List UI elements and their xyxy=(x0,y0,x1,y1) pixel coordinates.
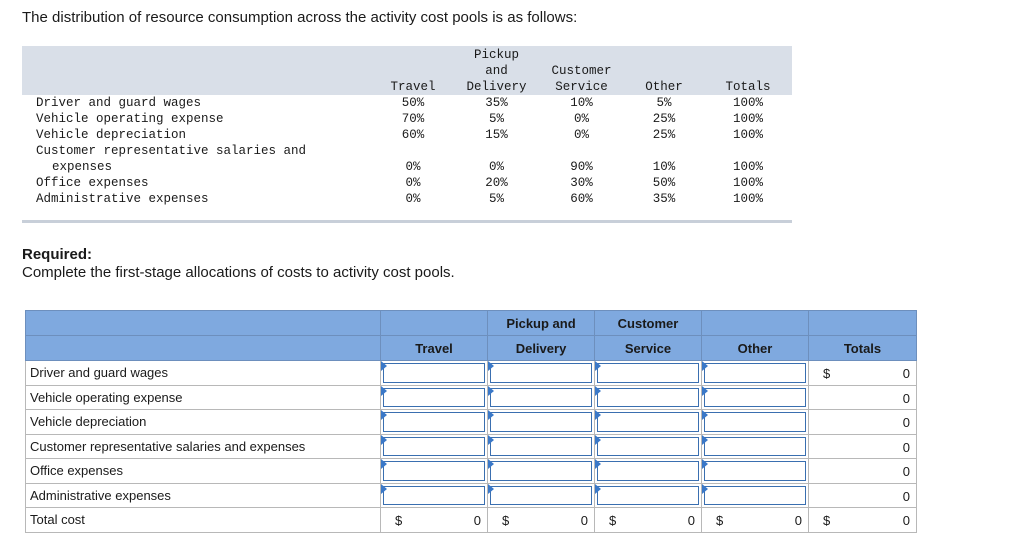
travel-input[interactable] xyxy=(381,361,488,386)
input-box[interactable] xyxy=(704,363,806,383)
input-box[interactable] xyxy=(490,461,592,481)
input-box[interactable] xyxy=(704,388,806,408)
input-box[interactable] xyxy=(597,461,699,481)
dist-row-label: Administrative expenses xyxy=(36,192,209,206)
input-box[interactable] xyxy=(704,461,806,481)
dist-cell: 20% xyxy=(485,176,508,190)
total-customer xyxy=(595,508,702,533)
travel-input[interactable] xyxy=(381,385,488,410)
input-box[interactable] xyxy=(383,437,485,457)
dist-cell: 0% xyxy=(573,112,589,126)
row-label: Driver and guard wages xyxy=(26,361,381,386)
allocation-table xyxy=(25,310,917,533)
input-box[interactable] xyxy=(490,486,592,506)
cell-marker-icon xyxy=(702,386,708,396)
dist-cell: 5% xyxy=(488,112,504,126)
cell-marker-icon xyxy=(595,361,601,371)
dist-header-pickup-1: Pickup xyxy=(454,46,539,63)
total-value: 0 xyxy=(902,390,910,406)
cell-marker-icon xyxy=(488,435,494,445)
dist-cell: 50% xyxy=(652,176,676,190)
customer-input[interactable] xyxy=(595,434,702,459)
pickup-input[interactable] xyxy=(488,434,595,459)
total-value: 0 xyxy=(902,439,910,455)
pickup-input[interactable] xyxy=(488,459,595,484)
dist-cell: 15% xyxy=(485,128,508,142)
alloc-header-pickup-1: Pickup and xyxy=(488,311,595,336)
row-label: Administrative expenses xyxy=(26,483,381,508)
dist-row-label: Office expenses xyxy=(36,176,149,190)
alloc-header-other: Other xyxy=(702,336,809,361)
input-box[interactable] xyxy=(597,486,699,506)
total-cell xyxy=(809,459,917,484)
dist-row xyxy=(22,143,792,159)
cell-marker-icon xyxy=(595,435,601,445)
dist-row-label: Vehicle operating expense xyxy=(36,112,224,126)
total-value: 0 xyxy=(902,488,910,504)
dist-row xyxy=(22,191,792,207)
other-input[interactable] xyxy=(702,459,809,484)
dist-cell: 30% xyxy=(570,176,593,190)
cell-marker-icon xyxy=(381,386,387,396)
total-cell xyxy=(809,385,917,410)
dist-row-label-cont: expenses xyxy=(52,160,113,174)
dist-row-label: Vehicle depreciation xyxy=(36,128,187,142)
dist-cell: 90% xyxy=(570,160,593,174)
dist-cell: 5% xyxy=(488,192,504,206)
dist-cell: 0% xyxy=(573,128,589,142)
input-box[interactable] xyxy=(597,412,699,432)
alloc-header-travel: Travel xyxy=(381,336,488,361)
customer-input[interactable] xyxy=(595,361,702,386)
cell-marker-icon xyxy=(488,459,494,469)
customer-input[interactable] xyxy=(595,459,702,484)
input-box[interactable] xyxy=(597,363,699,383)
dist-cell: 0% xyxy=(405,192,421,206)
row-label: Vehicle depreciation xyxy=(26,410,381,435)
dist-cell: 100% xyxy=(732,192,763,206)
dist-header-travel: Travel xyxy=(372,79,454,95)
total-row xyxy=(26,508,917,533)
total-cell xyxy=(809,410,917,435)
dist-header-customer-2: Service xyxy=(539,79,624,95)
cell-marker-icon xyxy=(702,435,708,445)
input-box[interactable] xyxy=(383,412,485,432)
input-box[interactable] xyxy=(597,388,699,408)
input-box[interactable] xyxy=(490,363,592,383)
currency-symbol: $ xyxy=(502,513,510,528)
total-cell xyxy=(809,361,917,386)
travel-input[interactable] xyxy=(381,483,488,508)
input-box[interactable] xyxy=(704,412,806,432)
total-value: 0 xyxy=(580,513,588,528)
total-value: 0 xyxy=(687,513,695,528)
total-totals xyxy=(809,508,917,533)
cell-marker-icon xyxy=(488,410,494,420)
dist-cell: 100% xyxy=(732,176,763,190)
table-row xyxy=(26,361,917,386)
required-heading: Required: xyxy=(22,246,93,263)
cell-marker-icon xyxy=(595,386,601,396)
pickup-input[interactable] xyxy=(488,361,595,386)
pickup-input[interactable] xyxy=(488,483,595,508)
dist-cell: 25% xyxy=(652,128,676,142)
cell-marker-icon xyxy=(381,435,387,445)
input-box[interactable] xyxy=(383,388,485,408)
alloc-header-customer-1: Customer xyxy=(595,311,702,336)
table-row xyxy=(26,459,917,484)
pickup-input[interactable] xyxy=(488,385,595,410)
dist-row xyxy=(22,159,792,175)
dist-header-customer-1: Customer xyxy=(539,63,624,79)
travel-input[interactable] xyxy=(381,459,488,484)
input-box[interactable] xyxy=(597,437,699,457)
dist-cell: 0% xyxy=(405,176,421,190)
dist-cell: 100% xyxy=(732,112,763,126)
customer-input[interactable] xyxy=(595,385,702,410)
currency-symbol: $ xyxy=(823,366,831,381)
total-pickup xyxy=(488,508,595,533)
dist-cell: 5% xyxy=(656,96,672,110)
input-box[interactable] xyxy=(383,486,485,506)
input-box[interactable] xyxy=(704,437,806,457)
dist-cell: 10% xyxy=(570,96,593,110)
cell-marker-icon xyxy=(488,361,494,371)
total-row-label: Total cost xyxy=(26,508,381,533)
travel-input[interactable] xyxy=(381,434,488,459)
currency-symbol: $ xyxy=(716,513,724,528)
dist-cell: 70% xyxy=(401,112,425,126)
total-other xyxy=(702,508,809,533)
total-travel xyxy=(381,508,488,533)
cell-marker-icon xyxy=(595,459,601,469)
input-box[interactable] xyxy=(490,412,592,432)
customer-input[interactable] xyxy=(595,410,702,435)
cell-marker-icon xyxy=(381,361,387,371)
dist-header-spacer xyxy=(22,46,372,63)
cell-marker-icon xyxy=(488,386,494,396)
cell-marker-icon xyxy=(381,484,387,494)
required-text: Complete the first-stage allocations of costs to activity cost pools. xyxy=(22,264,455,281)
input-box[interactable] xyxy=(490,388,592,408)
distribution-table-wrapper xyxy=(22,46,792,207)
dist-cell: 50% xyxy=(401,96,425,110)
dist-cell: 0% xyxy=(488,160,504,174)
other-input[interactable] xyxy=(702,434,809,459)
row-label: Customer representative salaries and expenses xyxy=(26,434,381,459)
currency-symbol: $ xyxy=(609,513,617,528)
total-value: 0 xyxy=(902,513,910,528)
dist-cell: 60% xyxy=(401,128,425,142)
table-row xyxy=(26,410,917,435)
other-input[interactable] xyxy=(702,410,809,435)
alloc-header-totals: Totals xyxy=(809,336,917,361)
dist-row xyxy=(22,127,792,143)
dist-cell: 35% xyxy=(652,192,676,206)
total-value: 0 xyxy=(794,513,802,528)
total-value: 0 xyxy=(902,464,910,479)
dist-row-label: Driver and guard wages xyxy=(36,96,202,110)
currency-symbol: $ xyxy=(395,513,403,528)
total-value: 0 xyxy=(902,415,910,430)
travel-input[interactable] xyxy=(381,410,488,435)
alloc-header-customer-2: Service xyxy=(595,336,702,361)
dist-header-totals: Totals xyxy=(704,79,792,95)
other-input[interactable] xyxy=(702,483,809,508)
input-box[interactable] xyxy=(490,437,592,457)
cell-marker-icon xyxy=(381,410,387,420)
table-divider xyxy=(22,220,792,223)
cell-marker-icon xyxy=(702,459,708,469)
dist-cell: 100% xyxy=(732,128,763,142)
other-input[interactable] xyxy=(702,385,809,410)
input-box[interactable] xyxy=(383,363,485,383)
cell-marker-icon xyxy=(702,410,708,420)
input-box[interactable] xyxy=(704,486,806,506)
input-box[interactable] xyxy=(383,461,485,481)
dist-cell: 100% xyxy=(732,160,763,174)
distribution-table xyxy=(22,46,792,207)
cell-marker-icon xyxy=(702,484,708,494)
total-cell xyxy=(809,483,917,508)
row-label: Office expenses xyxy=(26,459,381,484)
other-input[interactable] xyxy=(702,361,809,386)
currency-symbol: $ xyxy=(823,513,831,528)
pickup-input[interactable] xyxy=(488,410,595,435)
dist-row xyxy=(22,111,792,127)
dist-header-pickup-3: Delivery xyxy=(454,79,539,95)
dist-row xyxy=(22,95,792,111)
alloc-header-blank xyxy=(26,311,381,336)
dist-header-pickup-2: and xyxy=(454,63,539,79)
dist-cell: 60% xyxy=(570,192,593,206)
table-row xyxy=(26,385,917,410)
total-value: 0 xyxy=(473,513,481,528)
dist-cell: 10% xyxy=(652,160,676,174)
dist-cell: 0% xyxy=(405,160,421,174)
dist-row-label: Customer representative salaries and xyxy=(36,144,307,158)
cell-marker-icon xyxy=(381,459,387,469)
cell-marker-icon xyxy=(702,361,708,371)
alloc-header-pickup-2: Delivery xyxy=(488,336,595,361)
total-cell xyxy=(809,434,917,459)
cell-marker-icon xyxy=(488,484,494,494)
table-row xyxy=(26,483,917,508)
cell-marker-icon xyxy=(595,484,601,494)
dist-cell: 35% xyxy=(485,96,508,110)
dist-row xyxy=(22,175,792,191)
intro-text: The distribution of resource consumption across the activity cost pools is as follows: xyxy=(22,9,578,26)
dist-header-other: Other xyxy=(624,79,704,95)
total-value: 0 xyxy=(902,366,910,381)
dist-cell: 100% xyxy=(732,96,763,110)
table-row xyxy=(26,434,917,459)
dist-cell: 25% xyxy=(652,112,676,126)
customer-input[interactable] xyxy=(595,483,702,508)
cell-marker-icon xyxy=(595,410,601,420)
row-label: Vehicle operating expense xyxy=(26,385,381,410)
